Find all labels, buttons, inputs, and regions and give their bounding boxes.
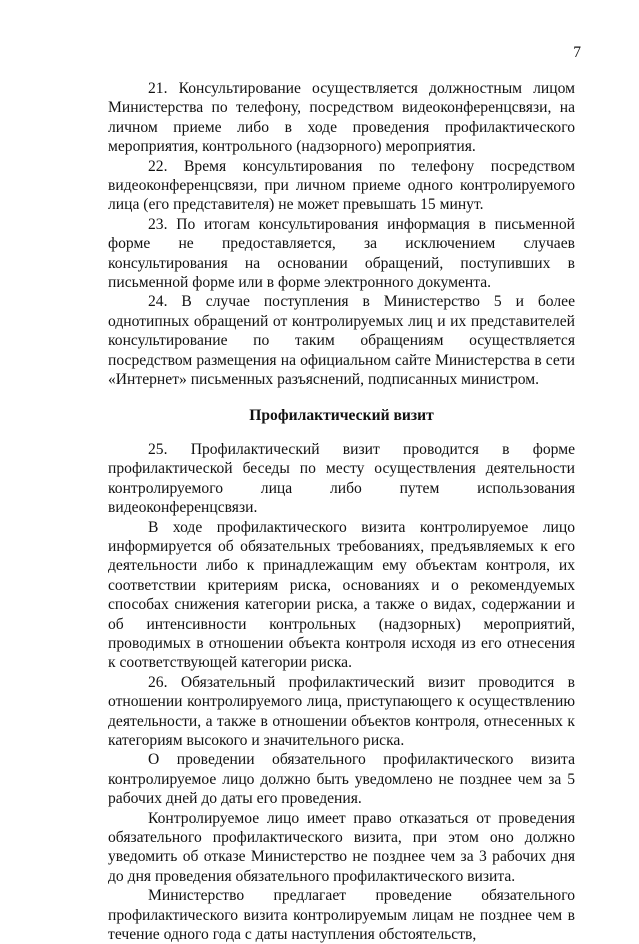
paragraph-26: 26. Обязательный профилактический визит проводится в отношении контролируемого лица, приступающего к осуществлению деятельности, а также в отношении объектов контроля, отнесенных к категориям высокого и значительного риска. xyxy=(108,673,575,749)
paragraph-26-refusal: Контролируемое лицо имеет право отказаться от проведения обязательного профилактического визита, при этом оно должно уведомить об отказе Министерство не позднее чем за 3 рабочих дня до дня проведения обязательного профилактического визита. xyxy=(108,809,575,885)
paragraph-24: 24. В случае поступления в Министерство 5 и более однотипных обращений от контролируемых лиц и их представителей консультирование по таким обращениям осуществляется посредством размещения на официальном сайте Министерства в сети «Интернет» письменных разъяснений, подписанных министром. xyxy=(108,293,575,389)
page-number: 7 xyxy=(573,44,581,61)
paragraph-23: 23. По итогам консультирования информация в письменной форме не предоставляется, за исключением случаев консультирования на основании обращений, поступивших в письменной форме или в форме электронного документа. xyxy=(108,215,575,292)
paragraph-26-notice: О проведении обязательного профилактического визита контролируемое лицо должно быть уведомлено не позднее чем за 5 рабочих дней до даты его проведения. xyxy=(108,751,575,808)
paragraph-22: 22. Время консультирования по телефону посредством видеоконференцсвязи, при личном приеме одного контролируемого лица (его представителя) не может превышать 15 минут. xyxy=(108,157,575,214)
section-heading: Профилактический визит xyxy=(249,406,434,424)
paragraph-26-offer: Министерство предлагает проведение обязательного профилактического визита контролируемым лицам не позднее чем в течение одного года с даты наступления обстоятельств, xyxy=(108,887,575,944)
paragraph-21: 21. Консультирование осуществляется должностным лицом Министерства по телефону, посредством видеоконференцсвязи, на личном приеме либо в ходе проведения профилактического мероприятия, контрольного (надзорного) мероприятия. xyxy=(108,80,575,156)
paragraph-25: 25. Профилактический визит проводится в форме профилактической беседы по месту осуществления деятельности контролируемого лица либо путем использования видеоконференцсвязи. xyxy=(108,440,575,517)
document-body xyxy=(108,79,575,944)
paragraph-25-details: В ходе профилактического визита контролируемое лицо информируется об обязательных требованиях, предъявляемых к его деятельности либо к принадлежащим ему объектам контроля, их соответствии критериям риска, основаниях и о рекомендуемых способах снижения категории риска, а также о видах, содержании и об интенсивности контрольных (надзорных) мероприятий, проводимых в отношении объекта контроля исходя из его отнесения к соответствующей категории риска. xyxy=(108,518,575,672)
